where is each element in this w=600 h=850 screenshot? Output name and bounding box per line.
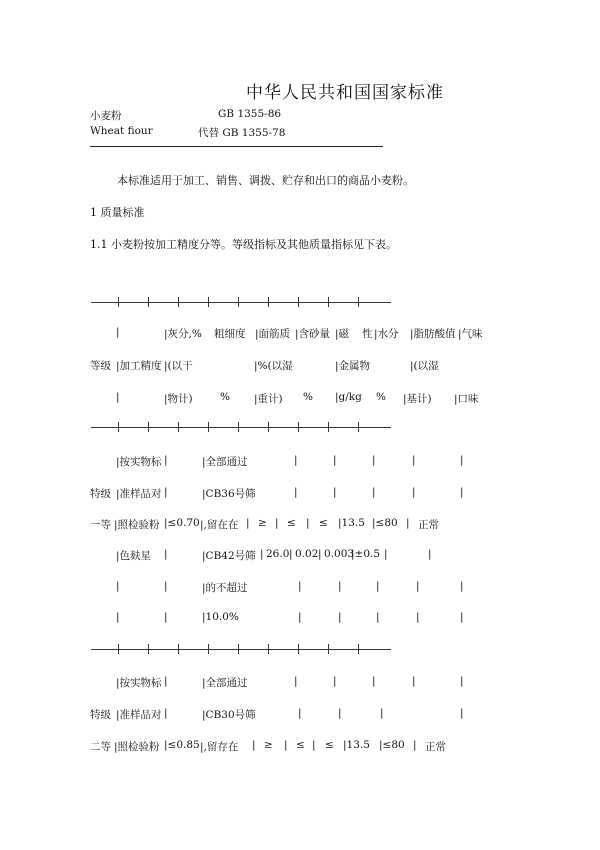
table-cell: |面筋质: [255, 328, 291, 340]
table-rule-mid: [91, 427, 391, 428]
table-cell: |: [294, 675, 298, 687]
table-row: [0, 707, 600, 721]
table-row: [0, 454, 600, 468]
table-cell: |CB30号筛: [202, 709, 256, 721]
table-cell: |: [116, 326, 120, 338]
table-cell: |≤0.85: [164, 739, 200, 751]
table-cell: %: [303, 391, 313, 403]
table-cell: |水分: [374, 328, 399, 340]
table-tick: [358, 644, 359, 654]
table-cell: |: [318, 548, 322, 560]
table-cell: |±0.5: [351, 548, 381, 560]
table-cell: |: [460, 611, 464, 623]
table-cell: |13.5: [338, 517, 365, 529]
table-cell: |基计): [403, 393, 432, 405]
table-cell: |: [284, 739, 288, 751]
table-cell: %: [220, 391, 230, 403]
table-tick: [358, 297, 359, 307]
table-cell: |气味: [458, 328, 483, 340]
table-cell: |: [116, 611, 120, 623]
table-cell: |: [460, 486, 464, 498]
table-cell: |≤80: [372, 517, 398, 529]
table-cell: |: [116, 391, 120, 403]
page-title: 中华人民共和国国家标准: [246, 83, 444, 103]
table-cell: |磁: [335, 328, 350, 340]
table-cell: |: [460, 675, 464, 687]
table-cell: |: [116, 580, 120, 592]
table-cell: |: [294, 454, 298, 466]
table-tick: [178, 422, 179, 432]
table-cell: 粗细度: [214, 328, 246, 340]
table-rule-top: [91, 302, 391, 303]
table-cell: |: [412, 454, 416, 466]
table-cell: ≥: [258, 517, 267, 529]
table-cell: |含砂量: [295, 328, 331, 340]
table-row: [0, 517, 600, 531]
table-cell: |g/kg: [335, 391, 362, 403]
table-cell: |重计): [254, 393, 283, 405]
table-cell: |10.0%: [202, 611, 239, 623]
table-cell: 一等: [90, 519, 111, 531]
table-tick: [328, 644, 329, 654]
table-cell: |%(以湿: [254, 360, 293, 372]
table-cell: ≤: [296, 739, 305, 751]
table-tick: [298, 422, 299, 432]
table-cell: |: [298, 611, 302, 623]
table-cell: 等级: [90, 360, 111, 372]
table-row: [0, 486, 600, 500]
table-cell: |: [412, 675, 416, 687]
table-cell: |: [416, 580, 420, 592]
table-cell: |口味: [454, 393, 479, 405]
table-cell: |: [413, 739, 417, 751]
table-cell: |全部通过: [202, 677, 248, 689]
table-row: [0, 611, 600, 625]
table-cell: |: [376, 611, 380, 623]
table-row: [0, 675, 600, 689]
table-tick: [238, 297, 239, 307]
table-cell: |: [275, 517, 279, 529]
table-cell: |13.5: [343, 739, 370, 751]
table-cell: |: [306, 517, 310, 529]
table-cell: ≤: [287, 517, 296, 529]
table-cell: ≤: [325, 739, 334, 751]
standard-name-en: Wheat fiour: [90, 125, 153, 137]
table-cell: |: [164, 548, 168, 560]
section-heading-1: 1 质量标准: [90, 206, 145, 219]
table-cell: |: [333, 486, 337, 498]
table-row: [0, 739, 600, 753]
table-cell: |≤0.70: [164, 517, 200, 529]
table-cell: 26.0: [266, 548, 290, 560]
table-tick: [268, 297, 269, 307]
table-cell: |: [460, 707, 464, 719]
table-cell: |照检验粉: [114, 741, 160, 753]
table-tick: [148, 644, 149, 654]
table-cell: |: [376, 580, 380, 592]
table-cell: |: [294, 486, 298, 498]
table-cell: 0.003: [324, 548, 355, 560]
replaces-code: 代替 GB 1355-78: [198, 127, 286, 139]
table-tick: [328, 422, 329, 432]
table-cell: |按实物标: [116, 456, 162, 468]
table-cell: |: [164, 580, 168, 592]
table-cell: |: [428, 548, 432, 560]
table-cell: |照检验粉: [114, 519, 160, 531]
table-header-row-1: [0, 326, 600, 340]
table-tick: [298, 644, 299, 654]
table-tick: [148, 297, 149, 307]
table-cell: |: [372, 675, 376, 687]
table-cell: |: [298, 707, 302, 719]
table-header-row-2: [0, 358, 600, 372]
table-cell: |: [164, 675, 168, 687]
table-cell: |的不超过: [202, 582, 248, 594]
table-cell: |灰分,%: [164, 328, 202, 340]
table-tick: [268, 644, 269, 654]
table-tick: [148, 422, 149, 432]
table-cell: |按实物标: [116, 677, 162, 689]
table-tick: [208, 644, 209, 654]
table-tick: [238, 644, 239, 654]
table-tick: [268, 422, 269, 432]
table-header-row-3: [0, 391, 600, 405]
table-cell: |: [298, 580, 302, 592]
table-cell: 特级: [90, 488, 111, 500]
table-cell: |(以干: [164, 360, 193, 372]
table-tick: [118, 422, 119, 432]
standard-code: GB 1355-86: [218, 108, 282, 120]
header-divider: [90, 146, 383, 147]
table-cell: |全部通过: [202, 456, 248, 468]
table-cell: 性: [362, 328, 373, 340]
table-tick: [178, 644, 179, 654]
table-cell: |: [338, 580, 342, 592]
table-cell: |: [333, 675, 337, 687]
table-tick: [118, 297, 119, 307]
table-tick: [328, 297, 329, 307]
table-cell: |CB42号筛: [202, 550, 256, 562]
table-cell: |(以湿: [410, 360, 439, 372]
table-cell: %: [376, 391, 386, 403]
table-cell: ≤: [319, 517, 328, 529]
table-tick: [208, 422, 209, 432]
table-cell: |,留在在: [200, 519, 239, 531]
table-cell: |: [164, 486, 168, 498]
table-cell: |CB36号筛: [202, 488, 256, 500]
table-cell: 特级: [90, 709, 111, 721]
table-tick: [178, 297, 179, 307]
table-cell: |: [164, 707, 168, 719]
table-tick: [298, 297, 299, 307]
table-cell: ≥: [264, 739, 273, 751]
standard-name-cn: 小麦粉: [90, 110, 122, 122]
table-cell: |: [406, 517, 410, 529]
table-row: [0, 548, 600, 562]
table-cell: |: [372, 486, 376, 498]
section-heading-1-1: 1.1 小麦粉按加工精度分等。等级指标及其他质量指标见下表。: [90, 238, 397, 251]
table-tick: [118, 644, 119, 654]
table-tick: [238, 422, 239, 432]
table-cell: |: [460, 580, 464, 592]
table-cell: |金属物: [335, 360, 371, 372]
table-cell: |≤80: [379, 739, 405, 751]
table-cell: |: [338, 707, 342, 719]
table-cell: |: [384, 548, 388, 560]
table-tick: [208, 297, 209, 307]
table-cell: |物计): [164, 393, 193, 405]
table-cell: 二等: [90, 741, 111, 753]
table-cell: |: [164, 454, 168, 466]
table-cell: |: [252, 739, 256, 751]
table-cell: |: [460, 454, 464, 466]
table-cell: |: [260, 548, 264, 560]
table-tick: [358, 422, 359, 432]
table-row: [0, 580, 600, 594]
table-cell: |: [372, 454, 376, 466]
table-cell: |: [246, 517, 250, 529]
table-cell: 正常: [425, 741, 446, 753]
table-cell: |: [312, 739, 316, 751]
table-cell: |: [164, 611, 168, 623]
table-cell: |: [338, 611, 342, 623]
table-rule-grade2: [91, 649, 391, 650]
table-cell: |: [412, 486, 416, 498]
table-cell: |: [416, 611, 420, 623]
table-cell: |: [333, 454, 337, 466]
table-cell: 0.02: [295, 548, 319, 560]
table-cell: |,留存在: [200, 741, 239, 753]
table-cell: |脂肪酸值: [410, 328, 456, 340]
table-cell: |准样品对: [116, 488, 162, 500]
table-cell: |加工精度: [116, 360, 162, 372]
table-cell: |: [289, 548, 293, 560]
table-cell: |准样品对: [116, 709, 162, 721]
table-cell: |色麸星: [116, 550, 152, 562]
table-cell: 正常: [418, 519, 439, 531]
table-cell: |: [380, 707, 384, 719]
intro-paragraph: 本标准适用于加工、销售、调拨、贮存和出口的商品小麦粉。: [117, 174, 414, 187]
